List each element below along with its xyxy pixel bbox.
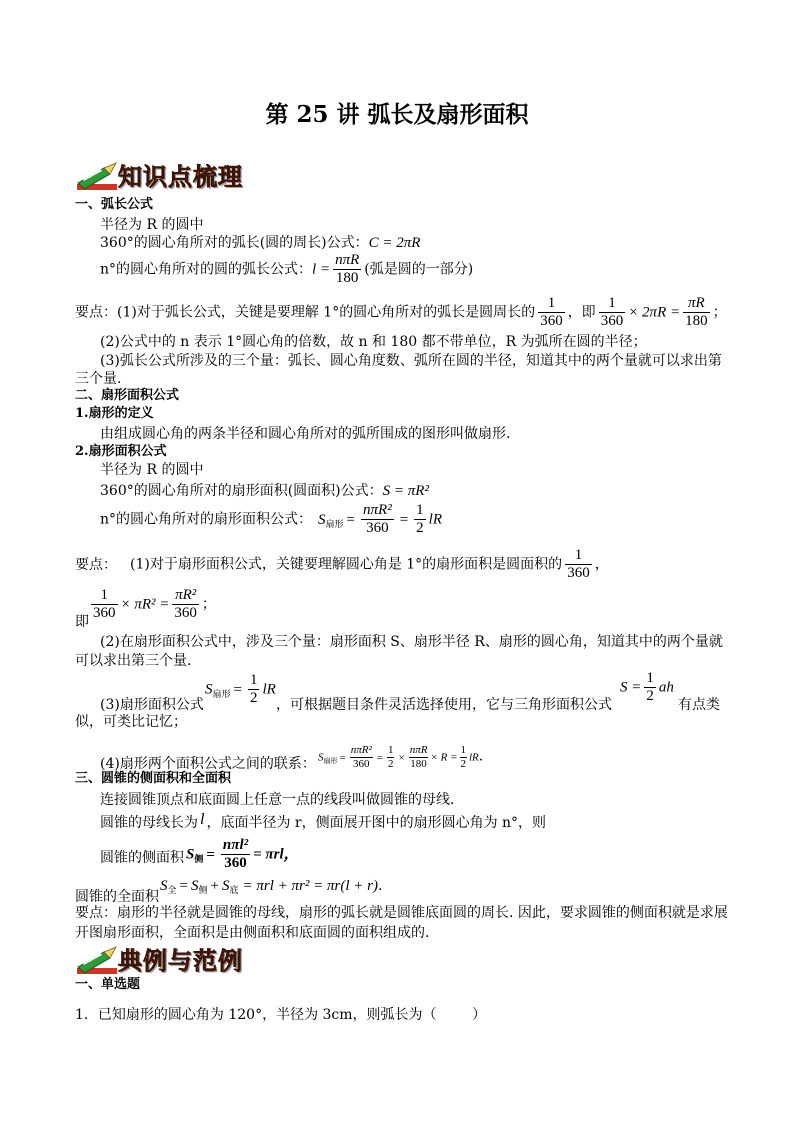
key-point-arc-2: (2)公式中的 n 表示 1°圆心角的倍数，故 n 和 180 都不带单位，R 为弧所在圆的半径； [100, 334, 647, 350]
sector-area-formula-line [100, 502, 442, 537]
key-point-text: (1)对于扇形面积公式，关键要理解圆心角是 1°的扇形面积是圆面积的 [130, 556, 563, 573]
fraction-numerator: 1 [91, 587, 118, 605]
formula-subscript: 扇形 [323, 756, 338, 765]
fraction-numerator: 1 [599, 295, 626, 313]
fraction [599, 295, 626, 330]
question-1: 1．已知扇形的圆心角为 120°，半径为 3cm，则弧长为（ ） [75, 1007, 487, 1023]
formula-subscript: 扇形 [325, 519, 344, 530]
fraction [460, 744, 468, 771]
arc-length-formula-line [100, 252, 473, 287]
fraction-denominator: 360 [600, 313, 624, 329]
triangle-area-formula [620, 670, 674, 705]
text-line-radius: 半径为 R 的圆中 [100, 217, 204, 233]
formula-symbol: S [318, 751, 324, 764]
formula-label: n°的圆心角所对的扇形面积公式： [100, 511, 313, 528]
operator: = [179, 878, 188, 894]
formula-symbol: S [186, 846, 195, 863]
formula-part: lR [469, 751, 479, 764]
fraction [248, 672, 260, 707]
punctuation: . [377, 878, 383, 894]
fraction-numerator: 1 [565, 547, 592, 565]
sector-area-relation-formula [318, 744, 483, 771]
cone-generatrix-definition: 连接圆锥顶点和底面圆上任意一点的线段叫做圆锥的母线. [100, 792, 455, 808]
formula-subscript: 侧 [194, 854, 204, 865]
key-point-sector-1-formula [88, 587, 216, 622]
cone-lateral-area-formula [186, 837, 299, 872]
key-point-sector-1-ji: 即 [75, 614, 89, 630]
formula-part: lR [428, 511, 443, 528]
key-point-sector-2: (2)在扇形面积公式中，涉及三个量：扇形面积 S、扇形半径 R、扇形的圆心角，知道其中的两个量就 [100, 634, 723, 650]
operator: = [376, 751, 383, 764]
fraction-numerator: nπR [409, 744, 428, 756]
key-point-sector-2-cont: 可以求出第三个量. [75, 653, 192, 669]
operator: = [233, 681, 242, 698]
formula-part: = πrl， [253, 846, 299, 863]
key-point-sector-3-cont: 似，可类比记忆； [75, 714, 187, 730]
key-point-text: 要点：(1)对于弧长公式，关键是要理解 1°的圆心角所对的弧长是圆周长的 [75, 304, 536, 321]
fraction [644, 670, 656, 705]
section-heading-arc-length: 一、弧长公式 [75, 197, 154, 212]
operator: = [206, 846, 215, 863]
formula-symbol: S [190, 878, 199, 894]
cone-lateral-area-label: 圆锥的侧面积 [100, 850, 184, 866]
operator: = [339, 751, 346, 764]
fraction-denominator: 360 [224, 855, 247, 871]
fraction [350, 744, 373, 771]
fraction-numerator: πR [683, 295, 710, 313]
fraction [414, 502, 426, 537]
formula-subscript: 全 [167, 886, 177, 896]
examples-banner [75, 946, 265, 976]
key-point-arc-3: (3)弧长公式所涉及的三个量：弧长、圆心角度数、弧所在圆的半径，知道其中的两个量就可以求出第 [100, 353, 722, 369]
fraction-denominator: 360 [540, 313, 563, 329]
fraction-denominator: 180 [410, 758, 427, 770]
sector-definition-text: 由组成圆心角的两条半径和圆心角所对的弧所围成的图形叫做扇形. [100, 426, 511, 442]
fraction-denominator: 360 [352, 758, 370, 770]
formula-symbol: S [160, 878, 168, 894]
fraction [91, 587, 118, 622]
key-point-sector-4: (4)扇形两个面积公式之间的联系： [100, 756, 316, 772]
page-title: 第 25 讲 弧长及扇形面积 [265, 101, 529, 128]
operator: × [398, 751, 405, 764]
formula-note: (弧是圆的一部分) [364, 261, 474, 278]
subheading-sector-definition: 1.扇形的定义 [75, 406, 154, 421]
formula-symbol: S [205, 681, 213, 698]
formula-symbol: l [200, 811, 205, 828]
fraction-numerator: nπR² [350, 744, 372, 756]
fraction [361, 502, 394, 537]
fraction-denominator: 2 [460, 758, 466, 770]
formula-subscript: 底 [229, 886, 239, 896]
fraction [538, 295, 565, 330]
key-point-cone-cont: 开图扇形面积，全面积是由侧面积和底面圆的面积组成的. [75, 925, 430, 941]
fraction [221, 837, 250, 872]
formula-label: n°的圆心角所对的圆的弧长公式： [100, 261, 313, 278]
key-point-label: 要点： [75, 557, 117, 573]
circle-area-formula-line [100, 482, 429, 500]
fraction [565, 547, 592, 582]
fraction-denominator: 360 [366, 520, 389, 536]
pencil-icon [75, 162, 119, 192]
key-point-sector-3: (3)扇形面积公式 [100, 697, 204, 713]
key-point-sector-3-end: 有点类 [678, 697, 720, 713]
formula-symbol: S [318, 511, 326, 528]
key-point-cone: 要点：扇形的半径就是圆锥的母线，扇形的弧长就是圆锥底面圆的周长. 因此，要求圆锥的侧面积就是求展 [75, 905, 728, 921]
fraction-numerator: 1 [387, 744, 394, 756]
formula-part: ah [658, 679, 674, 696]
fraction-denominator: 360 [93, 605, 116, 621]
operator: + [210, 878, 219, 894]
formula-subscript: 侧 [198, 886, 208, 896]
fraction [387, 744, 395, 771]
key-point-sector-1 [130, 547, 609, 582]
fraction-denominator: 360 [174, 605, 197, 621]
fraction-numerator: nπl² [222, 837, 249, 853]
section-heading-single-choice: 一、单选题 [75, 977, 141, 992]
fraction-numerator: 1 [460, 744, 466, 756]
fraction [172, 587, 199, 622]
formula-part: × R = [430, 751, 458, 764]
pencil-icon [75, 946, 119, 976]
text-line-radius: 半径为 R 的圆中 [100, 462, 204, 478]
formula-lhs: l = [312, 261, 331, 278]
fraction-denominator: 2 [646, 688, 654, 704]
key-point-sector-3-mid: ，可根据题目条件灵活选择使用，它与三角形面积公式 [276, 697, 612, 713]
fraction [409, 744, 429, 771]
formula-subscript: 扇形 [212, 689, 231, 700]
fraction-numerator: nπR [335, 252, 360, 268]
fraction-numerator: nπR² [363, 502, 392, 518]
fraction-denominator: 2 [416, 520, 424, 536]
punctuation: . [478, 748, 484, 765]
fraction-numerator: 1 [538, 295, 565, 313]
formula-part: lR [262, 681, 276, 698]
punctuation: ； [712, 304, 727, 321]
fraction [333, 252, 361, 287]
cone-total-area-formula [160, 877, 382, 897]
fraction-numerator: 1 [249, 672, 258, 688]
punctuation: ， [594, 556, 609, 573]
subheading-sector-formula: 2.扇形面积公式 [75, 444, 167, 459]
formula-part: × πR² = [120, 596, 170, 613]
circumference-formula: C = 2πR [368, 235, 421, 251]
fraction-denominator: 180 [685, 313, 708, 329]
cone-total-area-label: 圆锥的全面积 [75, 889, 159, 905]
cone-given-line [100, 811, 547, 832]
fraction-numerator: 1 [646, 670, 654, 686]
section-heading-sector-area: 二、扇形面积公式 [75, 388, 180, 403]
banner-title: 知识点梳理 [118, 163, 243, 191]
formula-part: × 2πR = [628, 304, 681, 321]
sector-area-short-formula [205, 672, 276, 707]
fraction-numerator: πR² [172, 587, 199, 605]
formula-part: = πrl + πr² = πr(l + r) [242, 878, 378, 894]
fraction [683, 295, 710, 330]
circumference-formula-line [100, 234, 420, 252]
formula-label: 360°的圆心角所对的扇形面积(圆面积)公式： [100, 483, 383, 499]
operator: = [399, 511, 409, 528]
operator: = [346, 511, 356, 528]
fraction-numerator: 1 [416, 502, 424, 518]
formula-symbol: S [221, 878, 230, 894]
fraction-denominator: 180 [335, 270, 359, 286]
text: ，底面半径为 r，侧面展开图中的扇形圆心角为 n°，则 [206, 815, 547, 831]
key-point-arc-1 [75, 295, 727, 330]
section-heading-cone: 三、圆锥的侧面积和全面积 [75, 771, 232, 786]
fraction-denominator: 360 [567, 565, 590, 581]
banner-title: 典例与范例 [118, 947, 243, 975]
fraction-denominator: 2 [387, 758, 394, 770]
text: 圆锥的母线长为 [100, 815, 198, 831]
punctuation: ； [201, 596, 216, 613]
fraction-denominator: 2 [249, 690, 258, 706]
formula-part: S = [620, 679, 642, 696]
circle-area-formula: S = πR² [382, 483, 429, 499]
key-point-arc-3-cont: 三个量. [75, 371, 122, 387]
formula-label: 360°的圆心角所对的弧长(圆的周长)公式： [100, 235, 369, 251]
connector-text: ，即 [567, 304, 596, 321]
knowledge-summary-banner [75, 162, 265, 192]
